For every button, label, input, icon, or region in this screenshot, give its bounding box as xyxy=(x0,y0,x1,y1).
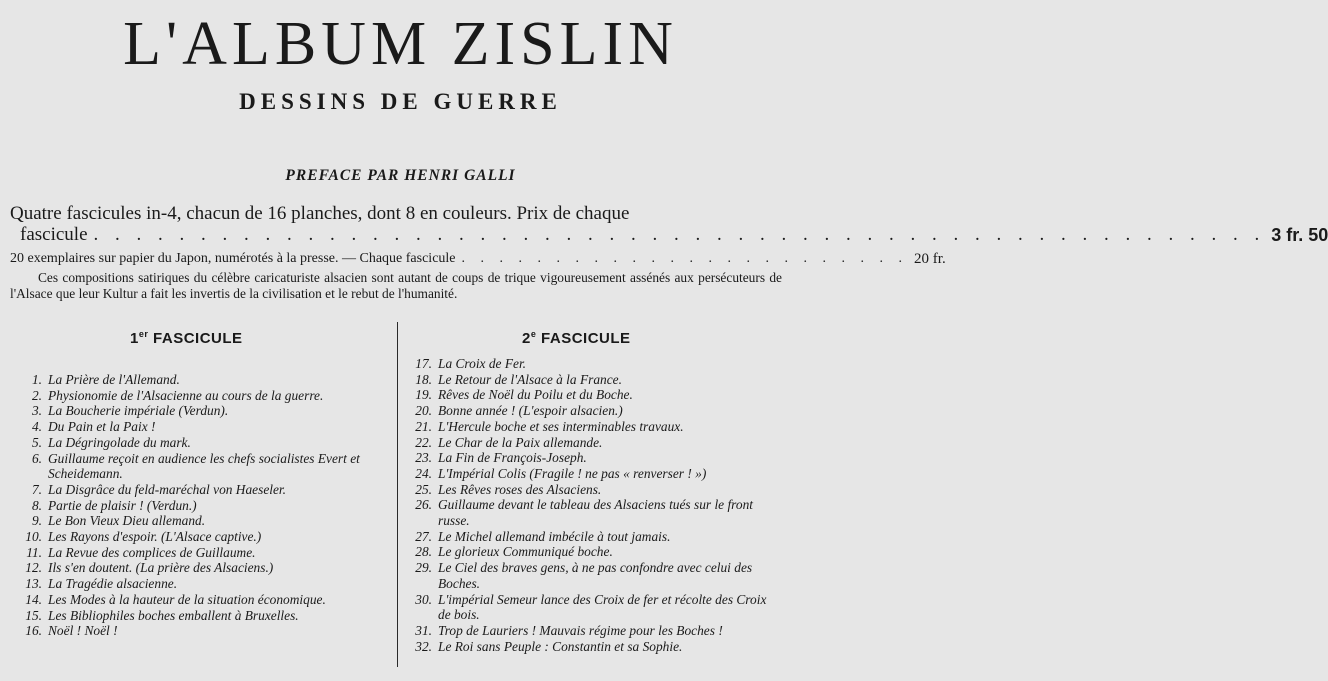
item-title: Physionomie de l'Alsacienne au cours de la guerre. xyxy=(48,387,324,403)
item-title: Bonne année ! (L'espoir alsacien.) xyxy=(438,403,623,419)
item-title: Le glorieux Communiqué boche. xyxy=(438,544,613,560)
item-title: Trop de Lauriers ! Mauvais régime pour les Boches ! xyxy=(438,622,723,638)
item-number: 22. xyxy=(415,434,432,450)
list-item xyxy=(402,497,782,528)
leader-dots: . . . . . . . . . . . . . . . . . . . . . . . . . . . . . . . . . . . . . . . . . . . . . . . . . . . . . . . xyxy=(93,224,1266,245)
item-number: 13. xyxy=(25,576,42,592)
item-number: 1. xyxy=(31,372,42,387)
column-divider xyxy=(397,322,398,667)
list-item xyxy=(12,592,387,608)
list-item xyxy=(402,450,782,466)
item-title: La Boucherie impériale (Verdun). xyxy=(48,403,229,419)
item-title: Du Pain et la Paix ! xyxy=(48,419,156,435)
item-title: Partie de plaisir ! (Verdun.) xyxy=(48,497,197,513)
pricing-japon-label: 20 exemplaires sur papier du Japon, numérotés à la presse. — Chaque fascicule xyxy=(10,251,456,266)
item-title: Le Michel allemand imbécile à tout jamais. xyxy=(438,528,671,544)
list-item xyxy=(402,639,782,655)
item-title: Le Bon Vieux Dieu allemand. xyxy=(48,513,206,529)
list-item xyxy=(12,403,387,419)
item-title: Ils s'en doutent. (La prière des Alsaciens.) xyxy=(48,560,274,576)
list-item xyxy=(12,560,387,576)
page-title: L'ALBUM ZISLIN xyxy=(123,10,678,78)
page-subtitle: DESSINS DE GUERRE xyxy=(239,89,562,114)
item-title: Guillaume devant le tableau des Alsaciens tués sur le front russe. xyxy=(438,497,754,529)
item-title: La Revue des complices de Guillaume. xyxy=(48,544,256,560)
list-item xyxy=(402,372,782,388)
pricing-standard-price: 3 fr. 50 xyxy=(1271,225,1328,245)
item-title: Les Modes à la hauteur de la situation économique. xyxy=(48,591,326,607)
list-item xyxy=(12,451,387,482)
item-title: L'impérial Semeur lance des Croix de fer et récolte des Croix de bois. xyxy=(438,591,767,623)
item-number: 24. xyxy=(415,465,432,481)
pricing-description: Quatre fascicules in-4, chacun de 16 planches, dont 8 en couleurs. Prix de chaque xyxy=(10,203,630,224)
list-item xyxy=(12,419,387,435)
list-item xyxy=(12,482,387,498)
list-item xyxy=(402,560,782,591)
item-number: 25. xyxy=(415,481,432,497)
preface-credit: PREFACE PAR HENRI GALLI xyxy=(285,167,516,184)
list-item xyxy=(402,592,782,623)
pricing-standard-label: fascicule xyxy=(20,224,88,245)
list-item xyxy=(12,545,387,561)
item-title: Le Char de la Paix allemande. xyxy=(438,434,603,450)
item-title: La Croix de Fer. xyxy=(438,356,527,371)
item-number: 28. xyxy=(415,544,432,560)
list-item xyxy=(12,576,387,592)
item-title: Le Roi sans Peuple : Constantin et sa Sophie. xyxy=(438,638,683,654)
item-number: 14. xyxy=(25,591,42,607)
item-title: Le Retour de l'Alsace à la France. xyxy=(438,371,622,387)
list-item xyxy=(12,388,387,404)
item-number: 27. xyxy=(415,528,432,544)
item-number: 5. xyxy=(31,434,42,450)
item-title: La Dégringolade du mark. xyxy=(48,434,191,450)
list-item xyxy=(12,608,387,624)
list-item xyxy=(402,435,782,451)
item-title: La Fin de François-Joseph. xyxy=(438,450,587,466)
intro-paragraph: Ces compositions satiriques du célèbre caricaturiste alsacien sont autant de coups de trique vigoureusement assénés aux persécuteurs de l'Alsace que leur Kultur a fait les invertis de la civilisation et le rebut de l'humanité. xyxy=(10,270,782,301)
list-item xyxy=(402,356,782,372)
item-number: 18. xyxy=(415,371,432,387)
item-title: La Tragédie alsacienne. xyxy=(48,576,178,592)
item-number: 7. xyxy=(31,481,42,497)
list-item xyxy=(12,372,387,388)
item-number: 23. xyxy=(415,450,432,466)
pricing-japon-price: 20 fr. xyxy=(914,251,946,267)
item-title: Les Rêves roses des Alsaciens. xyxy=(438,481,602,497)
item-title: Les Rayons d'espoir. (L'Alsace captive.) xyxy=(48,529,262,545)
item-number: 21. xyxy=(415,418,432,434)
pricing-japon xyxy=(10,250,946,268)
item-title: Le Ciel des braves gens, à ne pas confondre avec celui des Boches. xyxy=(438,560,753,591)
item-number: 12. xyxy=(25,560,42,576)
list-item xyxy=(12,529,387,545)
item-title: La Prière de l'Allemand. xyxy=(48,372,180,387)
item-number: 9. xyxy=(31,513,42,529)
list-item xyxy=(402,466,782,482)
list-item xyxy=(12,498,387,514)
fascicule-2-heading: 2e FASCICULE xyxy=(522,329,631,347)
item-number: 32. xyxy=(415,638,432,654)
item-number: 15. xyxy=(25,607,42,623)
item-number: 2. xyxy=(31,387,42,403)
list-item xyxy=(402,482,782,498)
item-number: 20. xyxy=(415,403,432,419)
item-number: 3. xyxy=(31,403,42,419)
item-number: 26. xyxy=(415,497,432,513)
item-number: 30. xyxy=(415,591,432,607)
item-title: L'Impérial Colis (Fragile ! ne pas « renverser ! ») xyxy=(438,465,707,481)
item-number: 17. xyxy=(415,356,432,371)
fascicule-2-list xyxy=(402,356,782,654)
list-item xyxy=(12,513,387,529)
item-number: 6. xyxy=(31,450,42,466)
item-title: Les Bibliophiles boches emballent à Bruxelles. xyxy=(48,607,299,623)
fascicule-1-heading: 1er FASCICULE xyxy=(130,329,243,347)
item-number: 31. xyxy=(415,622,432,638)
item-number: 16. xyxy=(25,623,42,639)
item-number: 29. xyxy=(415,560,432,576)
item-title: Guillaume reçoit en audience les chefs socialistes Evert et Scheidemann. xyxy=(48,450,360,482)
list-item xyxy=(402,529,782,545)
list-item xyxy=(402,623,782,639)
item-title: La Disgrâce du feld-maréchal von Haeseler. xyxy=(48,481,287,497)
item-number: 19. xyxy=(415,387,432,403)
item-title: Noël ! Noël ! xyxy=(48,623,118,639)
list-item xyxy=(402,403,782,419)
list-item xyxy=(402,419,782,435)
fascicule-1-list xyxy=(12,372,387,639)
leader-dots: . . . . . . . . . . . . . . . . . . . . . . . . xyxy=(461,251,909,266)
list-item xyxy=(402,387,782,403)
list-item xyxy=(12,623,387,639)
pricing-standard xyxy=(20,224,1328,246)
item-number: 4. xyxy=(31,419,42,435)
item-number: 10. xyxy=(25,529,42,545)
list-item xyxy=(12,435,387,451)
item-number: 8. xyxy=(31,497,42,513)
list-item xyxy=(402,544,782,560)
item-number: 11. xyxy=(26,544,42,560)
item-title: Rêves de Noël du Poilu et du Boche. xyxy=(438,387,633,403)
item-title: L'Hercule boche et ses interminables travaux. xyxy=(438,418,684,434)
